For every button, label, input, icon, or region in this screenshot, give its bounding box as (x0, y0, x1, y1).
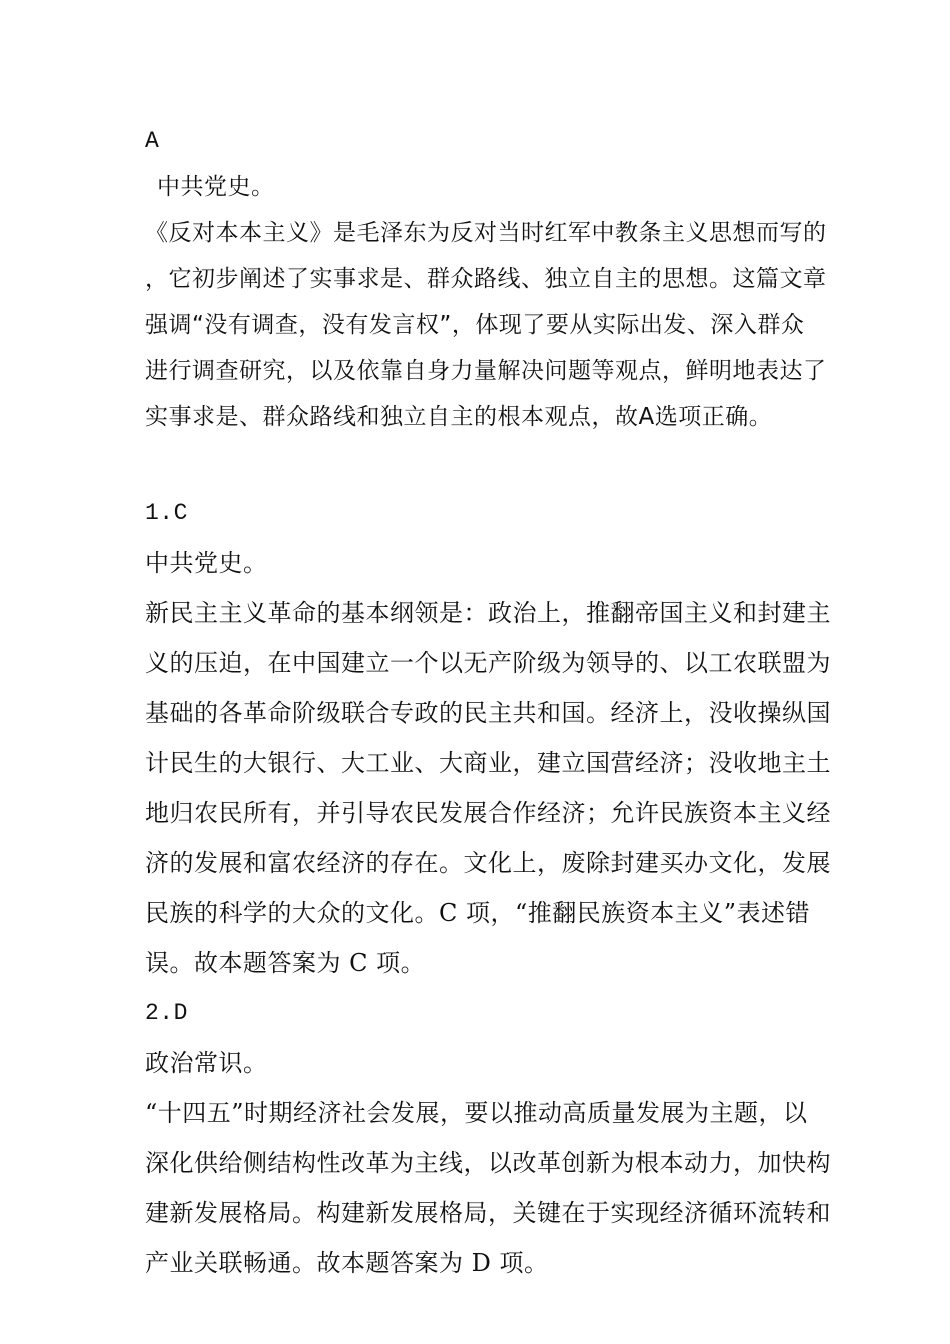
explanation-line: 基础的各革命阶级联合专政的民主共和国。经济上，没收操纵国 (145, 699, 831, 727)
explanation-line: 义的压迫，在中国建立一个以无产阶级为领导的、以工农联盟为 (145, 649, 831, 677)
explanation-line: 《反对本本主义》是毛泽东为反对当时红军中教条主义思想而写的 (145, 220, 827, 246)
explanation-line: 强调“没有调查，没有发言权”，体现了要从实际出发、深入群众 (145, 312, 805, 338)
answer-category: 政治常识。 (145, 1049, 268, 1077)
explanation-line: 实事求是、群众路线和独立自主的根本观点，故A选项正确。 (145, 404, 773, 430)
answer-category: 中共党史。 (157, 174, 275, 200)
answer-section-1 (145, 488, 831, 988)
explanation-line: 济的发展和富农经济的存在。文化上，废除封建买办文化，发展 (145, 849, 831, 877)
explanation-line: “十四五”时期经济社会发展，要以推动高质量发展为主题，以 (145, 1099, 808, 1127)
explanation-line: 地归农民所有，并引导农民发展合作经济；允许民族资本主义经 (145, 799, 831, 827)
explanation-line: 新民主主义革命的基本纲领是：政治上，推翻帝国主义和封建主 (145, 599, 831, 627)
explanation-line: 深化供给侧结构性改革为主线，以改革创新为根本动力，加快构 (145, 1149, 831, 1177)
answer-label: 1.C (145, 500, 188, 526)
explanation-line: 误。故本题答案为 C 项。 (145, 949, 426, 977)
answer-label: 2.D (145, 1000, 188, 1026)
explanation-line: 产业关联畅通。故本题答案为 D 项。 (145, 1249, 549, 1277)
answer-section-2 (145, 988, 831, 1288)
explanation-line: ，它初步阐述了实事求是、群众路线、独立自主的思想。这篇文章 (145, 266, 827, 292)
answer-category: 中共党史。 (145, 549, 268, 577)
explanation-line: 民族的科学的大众的文化。C 项，“推翻民族资本主义”表述错 (145, 899, 811, 927)
answer-label: A (145, 128, 160, 154)
explanation-line: 进行调查研究，以及依靠自身力量解决问题等观点，鲜明地表达了 (145, 358, 827, 384)
explanation-line: 建新发展格局。构建新发展格局，关键在于实现经济循环流转和 (145, 1199, 831, 1227)
answer-section-a (145, 118, 827, 440)
explanation-line: 计民生的大银行、大工业、大商业，建立国营经济；没收地主土 (145, 749, 831, 777)
